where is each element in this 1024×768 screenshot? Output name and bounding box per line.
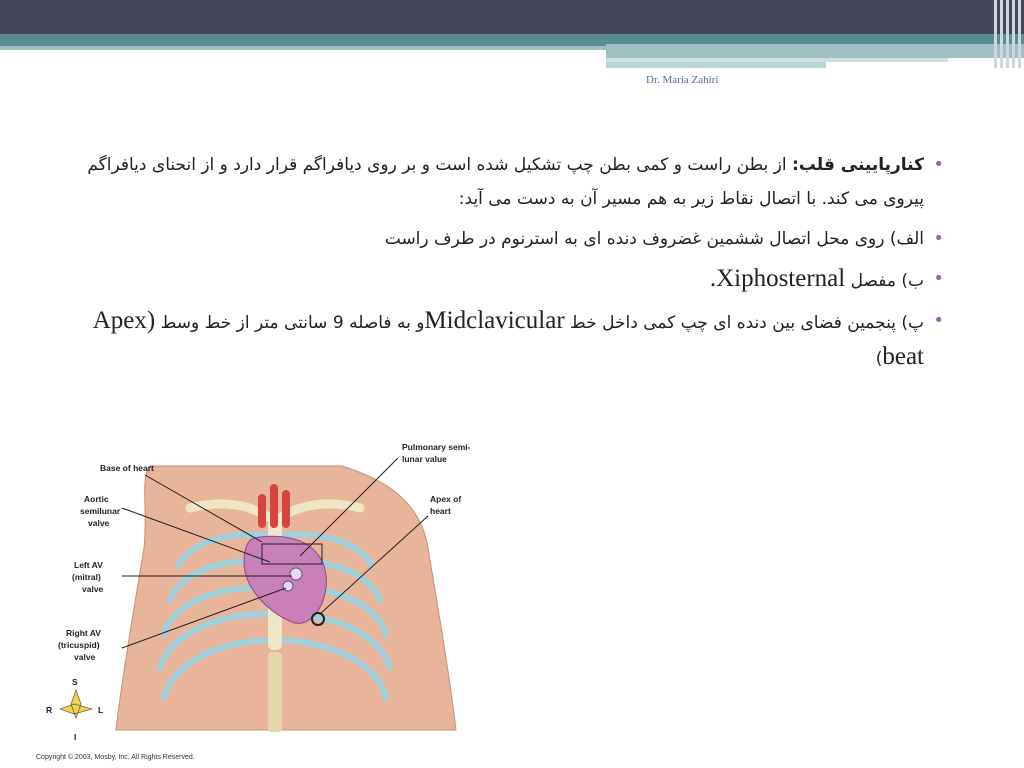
bullet-english: (Apex beat — [92, 307, 924, 370]
label-pulmonary-1: Pulmonary semi- — [402, 442, 471, 452]
header-stripe — [1006, 0, 1009, 68]
tricuspid-valve — [283, 581, 293, 591]
label-apex-2: heart — [430, 506, 451, 516]
bullet-item — [76, 304, 946, 376]
bullet-text: و به فاصله 9 سانتی متر از خط وسط — [155, 313, 425, 333]
header-deco-line-2 — [606, 62, 826, 68]
bullet-text: الف) روی محل اتصال ششمین غضروف دنده ای به استرنوم در طرف راست — [384, 229, 924, 249]
label-base-of-heart: Base of heart — [100, 463, 154, 473]
bullet-item — [76, 222, 946, 256]
author-name: Dr. Maria Zahiri — [646, 74, 719, 86]
compass-i: I — [74, 732, 77, 742]
bullet-list — [76, 148, 946, 376]
label-left-av-3: valve — [82, 584, 104, 594]
label-right-av-3: valve — [74, 652, 96, 662]
header-deco-bar — [606, 44, 1024, 58]
bullet-text: ب) مفصل — [845, 271, 924, 291]
label-pulmonary-2: lunar value — [402, 454, 447, 464]
header-stripe — [1018, 0, 1021, 68]
compass-star-icon — [60, 690, 92, 718]
bullet-english: Midclavicular — [424, 307, 565, 334]
header-stripe — [1000, 0, 1003, 68]
bullet-text: پ) پنجمین فضای بین دنده ای چپ کمی داخل خط — [564, 313, 924, 333]
bullet-bold: کنارپایینی قلب: — [791, 155, 924, 175]
label-apex-1: Apex of — [430, 494, 462, 504]
bullet-text: ) — [875, 349, 883, 369]
header-bar — [0, 0, 1024, 34]
label-left-av-2: (mitral) — [72, 572, 101, 582]
label-aortic-1: Aortic — [84, 494, 109, 504]
label-right-av-1: Right AV — [66, 628, 101, 638]
label-aortic-3: valve — [88, 518, 110, 528]
mitral-valve — [290, 568, 302, 580]
bullet-english: Xiphosternal. — [709, 265, 846, 292]
header-stripe — [994, 0, 997, 68]
heart-anatomy-figure — [30, 438, 510, 766]
compass-l: L — [98, 705, 104, 715]
copyright: Copyright © 2003, Mosby, Inc. All Rights Reserved. — [36, 754, 195, 761]
slide-content — [76, 148, 946, 382]
bullet-item — [76, 148, 946, 216]
label-right-av-2: (tricuspid) — [58, 640, 100, 650]
compass-s: S — [72, 677, 78, 687]
compass-rose — [46, 677, 103, 742]
header-stripe — [1012, 0, 1015, 68]
compass-r: R — [46, 705, 53, 715]
spine — [268, 652, 282, 732]
label-aortic-2: semilunar — [80, 506, 121, 516]
label-left-av-1: Left AV — [74, 560, 103, 570]
bullet-item — [76, 262, 946, 298]
bullet-text: از بطن راست و کمی بطن چپ تشکیل شده است و بر روی دیافراگم قرار دارد و از انحنای دیافراگم پیروی می کند. با اتصال نقاط زیر به هم مسیر آن به دست می آید: — [87, 155, 924, 209]
